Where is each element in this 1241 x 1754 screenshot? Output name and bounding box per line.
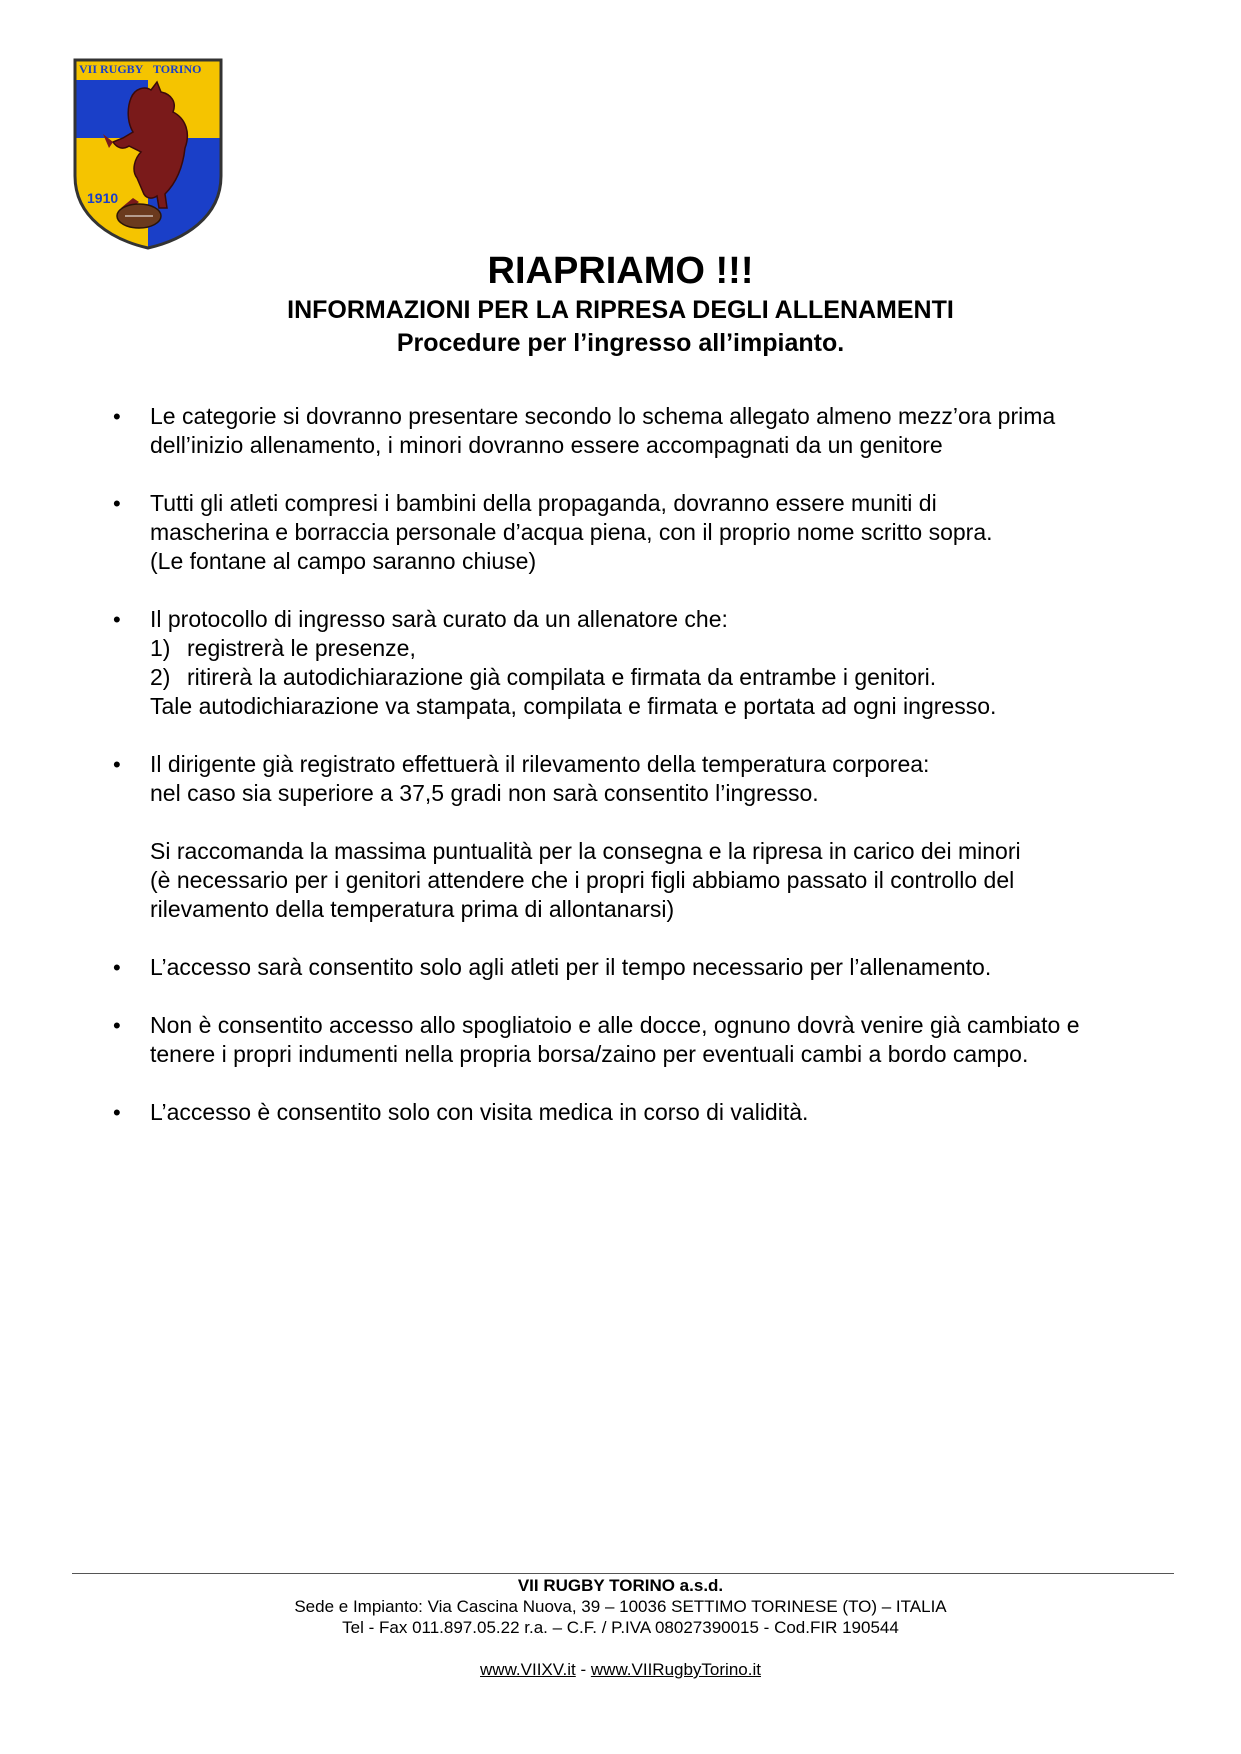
item-text: L’accesso sarà consentito solo agli atleti per il tempo necessario per l’allenamento.	[150, 954, 992, 980]
logo-text-left: VII RUGBY	[79, 62, 144, 76]
item-text: (è necessario per i genitori attendere che i propri figli abbiamo passato il controllo del	[150, 867, 1015, 893]
item-text: Tale autodichiarazione va stampata, compilata e firmata e portata ad ogni ingresso.	[150, 693, 997, 719]
bullet-icon: •	[113, 1100, 121, 1125]
logo-text-right: TORINO	[153, 62, 202, 76]
list-item	[108, 489, 1188, 576]
item-text: registrerà le presenze,	[187, 635, 416, 661]
subtitle: INFORMAZIONI PER LA RIPRESA DEGLI ALLENAMENTI	[287, 296, 954, 324]
item-text: Non è consentito accesso allo spogliatoio e alle docce, ognuno dovrà venire già cambiato e	[150, 1012, 1080, 1038]
item-text: Si raccomanda la massima puntualità per la consegna e la ripresa in carico dei minori	[150, 838, 1021, 864]
website-link-viirugbytorino[interactable]: www.VIIRugbyTorino.it	[590, 1660, 761, 1679]
bullet-icon: •	[113, 491, 121, 516]
bullet-icon: •	[113, 955, 121, 980]
number-label: 2)	[150, 664, 171, 690]
numbered-line	[150, 663, 1188, 692]
footer-org-name: VII RUGBY TORINO a.s.d.	[517, 1576, 724, 1595]
logo-year: 1910	[87, 190, 119, 206]
item-text: Le categorie si dovranno presentare secondo lo schema allegato almeno mezz’ora prima	[150, 403, 1056, 429]
item-text: Tutti gli atleti compresi i bambini della propaganda, dovranno essere muniti di	[150, 490, 937, 516]
shield-crest-icon	[73, 58, 223, 250]
website-link-viixv[interactable]: www.VIIXV.it	[480, 1660, 576, 1679]
item-text: (Le fontane al campo saranno chiuse)	[150, 548, 537, 574]
bullet-icon: •	[113, 404, 121, 429]
list-item	[108, 1098, 1188, 1127]
footer-divider	[72, 1573, 1174, 1574]
item-text: mascherina e borraccia personale d’acqua piena, con il proprio nome scritto sopra.	[150, 519, 993, 545]
list-item	[108, 953, 1188, 982]
bullet-icon: •	[113, 1013, 121, 1038]
item-text: Il protocollo di ingresso sarà curato da un allenatore che:	[150, 606, 728, 632]
item-text: tenere i propri indumenti nella propria borsa/zaino per eventuali cambi a bordo campo.	[150, 1041, 1029, 1067]
club-logo	[73, 58, 223, 250]
title-block	[0, 248, 1241, 360]
number-label: 1)	[150, 635, 171, 661]
footer	[0, 1575, 1241, 1680]
bullet-icon: •	[113, 607, 121, 632]
footer-contacts: Tel - Fax 011.897.05.22 r.a. – C.F. / P.IVA 08027390015 - Cod.FIR 190544	[342, 1618, 899, 1637]
list-item	[108, 402, 1188, 460]
footer-address: Sede e Impianto: Via Cascina Nuova, 39 – 10036 SETTIMO TORINESE (TO) – ITALIA	[294, 1597, 947, 1616]
numbered-line	[150, 634, 1188, 663]
footer-links	[0, 1659, 1241, 1680]
link-separator: -	[575, 1660, 591, 1679]
item-text: Il dirigente già registrato effettuerà il rilevamento della temperatura corporea:	[150, 751, 930, 777]
list-item	[108, 1011, 1188, 1069]
notice-body	[108, 402, 1188, 1127]
item-text: ritirerà la autodichiarazione già compilata e firmata da entrambe i genitori.	[187, 664, 937, 690]
page-title: RIAPRIAMO !!!	[487, 250, 754, 292]
list-item	[108, 750, 1188, 924]
item-text: rilevamento della temperatura prima di allontanarsi)	[150, 896, 675, 922]
item-text: dell’inizio allenamento, i minori dovranno essere accompagnati da un genitore	[150, 432, 943, 458]
subtitle-procedures: Procedure per l’ingresso all’impianto.	[396, 329, 845, 357]
item-text: L’accesso è consentito solo con visita medica in corso di validità.	[150, 1099, 809, 1125]
list-item	[108, 605, 1188, 721]
bullet-icon: •	[113, 752, 121, 777]
item-text: nel caso sia superiore a 37,5 gradi non sarà consentito l’ingresso.	[150, 780, 819, 806]
